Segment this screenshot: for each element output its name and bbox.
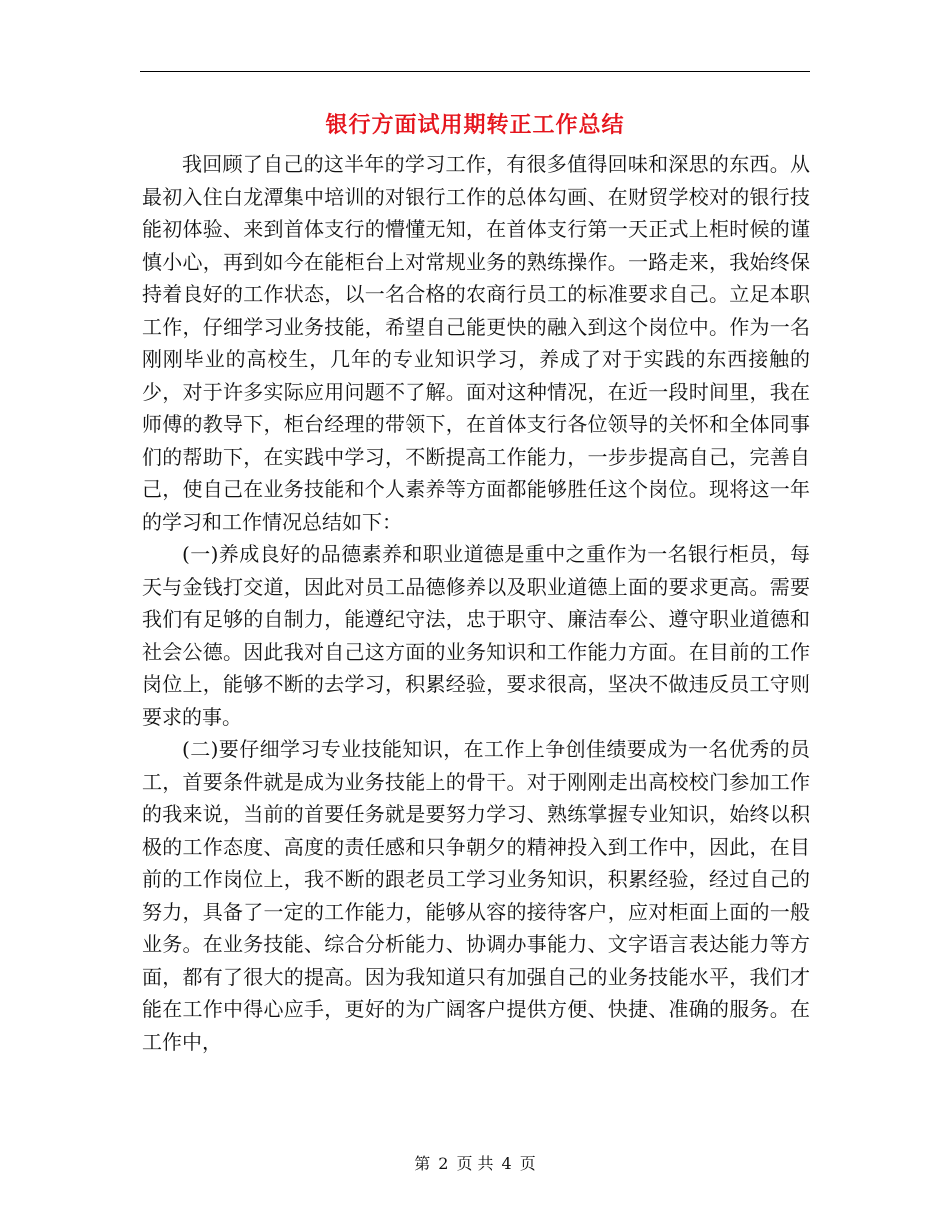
- header-rule: [140, 71, 810, 72]
- document-body: [142, 148, 810, 1058]
- paragraph-intro: 我回顾了自己的这半年的学习工作，有很多值得回味和深思的东西。从最初入住白龙潭集中培训的对银行工作的总体勾画、在财贸学校对的银行技能初体验、来到首体支行的懵懂无知，在首体支行第一天正式上柜时候的谨慎小心，再到如今在能柜台上对常规业务的熟练操作。一路走来，我始终保持着良好的工作状态，以一名合格的农商行员工的标准要求自己。立足本职工作，仔细学习业务技能，希望自己能更快的融入到这个岗位中。作为一名刚刚毕业的高校生，几年的专业知识学习，养成了对于实践的东西接触的少，对于许多实际应用问题不了解。面对这种情况，在近一段时间里，我在师傅的教导下，柜台经理的带领下，在首体支行各位领导的关怀和全体同事们的帮助下，在实践中学习，不断提高工作能力，一步步提高自己，完善自己，使自己在业务技能和个人素养等方面都能够胜任这个岗位。现将这一年的学习和工作情况总结如下：: [142, 152, 810, 534]
- footer-total-pages: 4: [501, 1154, 512, 1173]
- paragraph-section-2: (二)要仔细学习专业技能知识，在工作上争创佳绩要成为一名优秀的员工，首要条件就是成为业务技能上的骨干。对于刚刚走出高校校门参加工作的我来说，当前的首要任务就是要努力学习、熟练掌握专业知识，始终以积极的工作态度、高度的责任感和只争朝夕的精神投入到工作中，因此，在目前的工作岗位上，我不断的跟老员工学习业务知识，积累经验，经过自己的努力，具备了一定的工作能力，能够从容的接待客户，应对柜面上面的一般业务。在业务技能、综合分析能力、协调办事能力、文字语言表达能力等方面，都有了很大的提高。因为我知道只有加强自己的业务技能水平，我们才能在工作中得心应手，更好的为广阔客户提供方便、快捷、准确的服务。在工作中，: [142, 737, 810, 1054]
- footer-middle: 页 共: [456, 1154, 494, 1173]
- footer-prefix: 第: [414, 1154, 431, 1173]
- footer-page-number: 2: [438, 1154, 449, 1173]
- paragraph-section-1: (一)养成良好的品德素养和职业道德是重中之重作为一名银行柜员，每天与金钱打交道，因此对员工品德修养以及职业道德上面的要求更高。需要我们有足够的自制力，能遵纪守法，忠于职守、廉洁奉公、遵守职业道德和社会公德。因此我对自己这方面的业务知识和工作能力方面。在目前的工作岗位上，能够不断的去学习，积累经验，要求很高，坚决不做违反员工守则要求的事。: [142, 542, 810, 729]
- footer-suffix: 页: [519, 1154, 536, 1173]
- page-footer: [0, 1152, 950, 1176]
- document-title: 银行方面试用期转正工作总结: [325, 113, 625, 138]
